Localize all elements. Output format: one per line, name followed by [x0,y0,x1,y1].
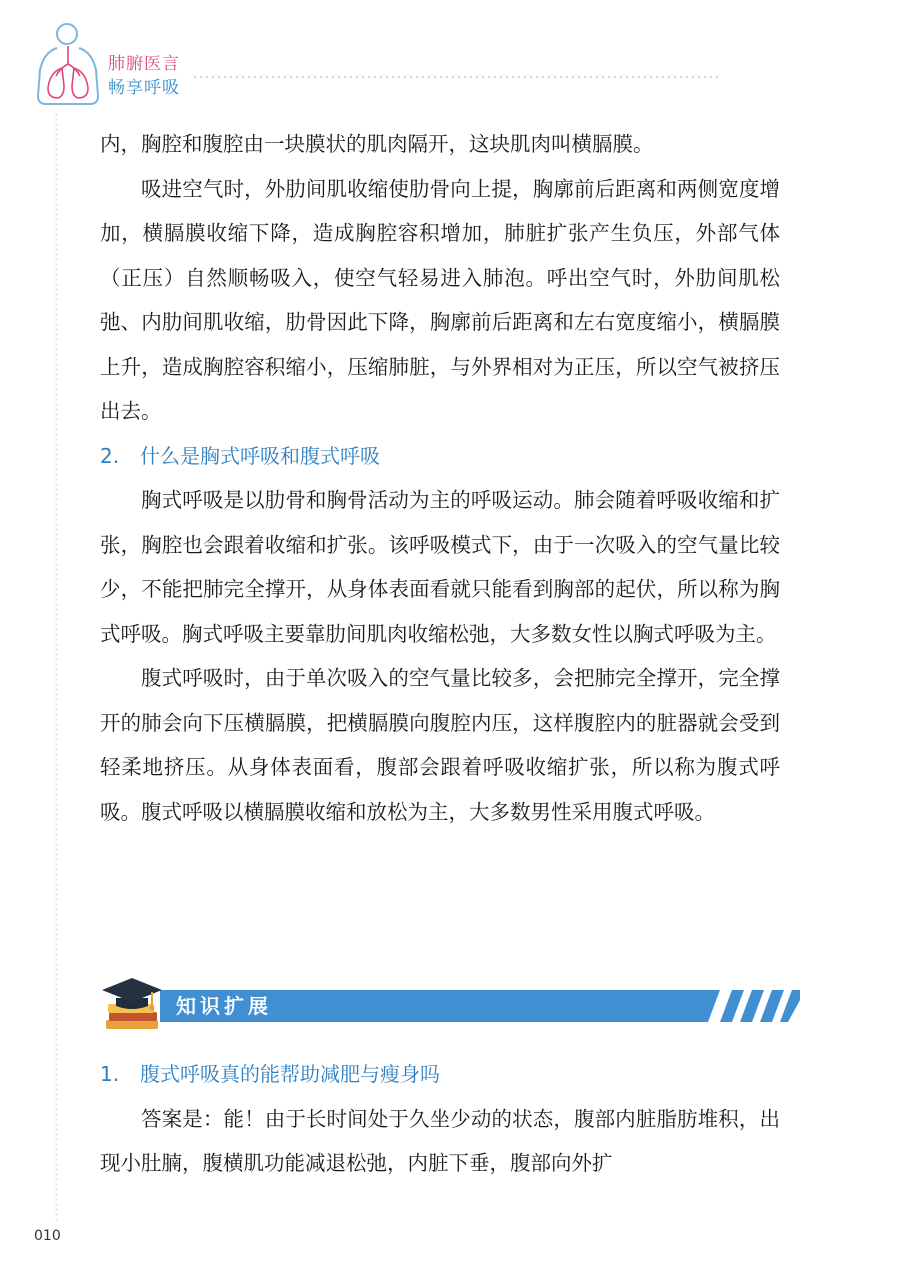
header-title: 肺腑医言 [108,54,180,74]
main-content [100,122,780,834]
section-heading [100,434,780,479]
graduation-cap-books-icon [100,970,166,1036]
paragraph: 吸进空气时，外肋间肌收缩使肋骨向上提，胸廓前后距离和两侧宽度增加，横膈膜收缩下降，造成胸腔容积增加，肺脏扩张产生负压，外部气体（正压）自然顺畅吸入，使空气轻易进入肺泡。呼出空气时，外肋间肌松弛、内肋间肌收缩，肋骨因此下降，胸廓前后距离和左右宽度缩小，横膈膜上升，造成胸腔容积缩小，压缩肺脏，与外界相对为正压，所以空气被挤压出去。 [100,176,780,423]
lungs-icon [34,18,104,110]
knowledge-banner [100,970,780,1040]
header-subtitle: 畅享呼吸 [108,78,180,98]
section-title: 腹式呼吸真的能帮助减肥与瘦身吗 [140,1062,440,1086]
banner-title: 知识扩展 [176,994,272,1018]
header-divider [192,74,722,80]
page-number: 010 [34,1228,61,1244]
section-number: 1. [100,1062,120,1086]
paragraph: 胸式呼吸是以肋骨和胸骨活动为主的呼吸运动。肺会随着呼吸收缩和扩张，胸腔也会跟着收缩和扩张。该呼吸模式下，由于一次吸入的空气量比较少，不能把肺完全撑开，从身体表面看就只能看到胸部的起伏，所以称为胸式呼吸。胸式呼吸主要靠肋间肌肉收缩松弛，大多数女性以胸式呼吸为主。 [100,488,780,646]
side-rule [54,112,59,1222]
paragraph: 腹式呼吸时，由于单次吸入的空气量比较多，会把肺完全撑开，完全撑开的肺会向下压横膈膜，把横膈膜向腹腔内压，这样腹腔内的脏器就会受到轻柔地挤压。从身体表面看，腹部会跟着呼吸收缩扩张，所以称为腹式呼吸。腹式呼吸以横膈膜收缩和放松为主，大多数男性采用腹式呼吸。 [100,666,780,824]
paragraph: 内，胸腔和腹腔由一块膜状的肌肉隔开，这块肌肉叫横膈膜。 [100,132,654,156]
paragraph: 答案是：能！由于长时间处于久坐少动的状态，腹部内脏脂肪堆积，出现小肚腩，腹横肌功能减退松弛，内脏下垂，腹部向外扩 [100,1106,780,1175]
section-number: 2. [100,443,120,468]
section-title: 什么是胸式呼吸和腹式呼吸 [140,443,380,468]
extension-content [100,1052,780,1186]
section-heading [100,1052,780,1097]
